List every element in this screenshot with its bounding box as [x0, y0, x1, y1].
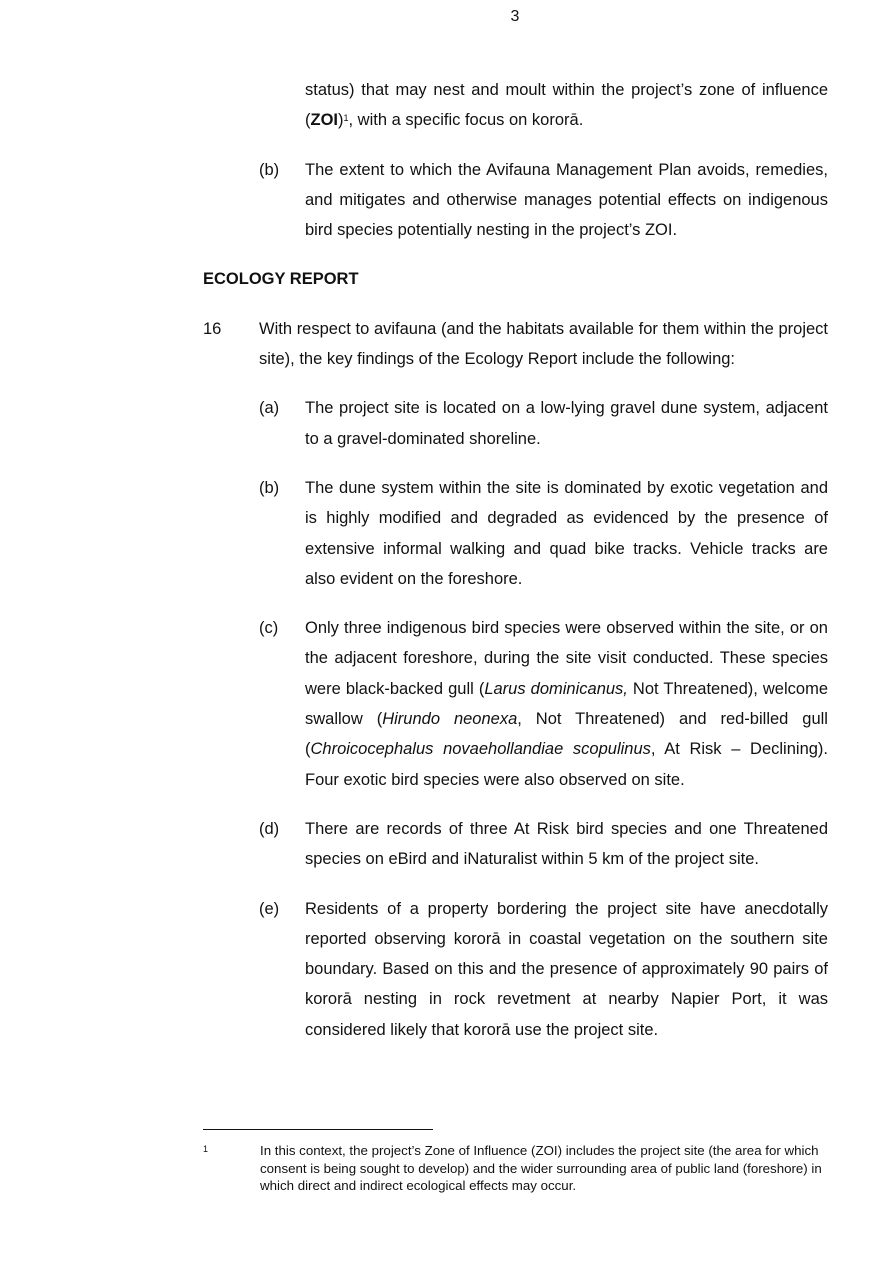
paragraph-number: 16: [203, 319, 222, 338]
list-item-label: (e): [259, 899, 280, 918]
list-item-label: (b): [259, 478, 280, 497]
footnote-separator: [203, 1129, 433, 1130]
list-item-text: Residents of a property bordering the project site have anecdotally reported observing kororā in coastal vegetation on the southern site boundary. Based on this and the presence of approximately 90 pairs of kororā nesting in rock revetment at nearby Napier Port, it was considered likely that kororā use the project site.: [305, 899, 828, 1039]
page-body: [203, 75, 828, 1064]
species-name: Hirundo neonexa: [382, 710, 518, 729]
species-name: Larus dominicanus,: [484, 679, 628, 698]
species-name: Chroicocephalus novaehollandiae scopulinus: [310, 740, 651, 759]
list-item-d: [203, 814, 828, 875]
list-item-text: The extent to which the Avifauna Management Plan avoids, remedies, and mitigates and otherwise manages potential effects on indigenous bird species potentially nesting in the project’s ZOI.: [305, 160, 828, 240]
list-item-text: The dune system within the site is dominated by exotic vegetation and is highly modified and degraded as evidenced by the presence of extensive informal walking and quad bike tracks. Vehicle tracks are also evident on the foreshore.: [305, 478, 828, 588]
paragraph-16: [203, 314, 828, 375]
paragraph-text: With respect to avifauna (and the habitats available for them within the project site), the key findings of the Ecology Report include the following:: [259, 319, 828, 369]
text-segment: , At Risk – Declining). Four exotic bird species were also observed on site.: [305, 740, 828, 789]
section-heading: ECOLOGY REPORT: [203, 270, 359, 289]
list-item-b: [203, 473, 828, 594]
page-number: 3: [510, 8, 520, 25]
list-item-text: [305, 613, 828, 795]
list-item-text: There are records of three At Risk bird species and one Threatened species on eBird and iNaturalist within 5 km of the project site.: [305, 819, 828, 869]
list-item-text: The project site is located on a low-lying gravel dune system, adjacent to a gravel-dominated shoreline.: [305, 399, 828, 448]
continued-text-end: , with a specific focus on kororā.: [348, 111, 584, 130]
zoi-abbreviation: ZOI: [310, 111, 338, 130]
text-segment: , Not Threatened) and red-billed gull (: [305, 710, 828, 759]
footnote-reference[interactable]: 1: [343, 113, 349, 124]
footnote: [203, 1142, 828, 1195]
list-item-b-previous: [203, 155, 828, 246]
list-item-e: [203, 894, 828, 1045]
list-item-label: (c): [259, 619, 279, 638]
continued-paragraph: [305, 75, 828, 136]
footnote-text: In this context, the project’s Zone of Influence (ZOI) includes the project site (the area for which consent is being sought to develop) and the wider surrounding area of public land (foreshore) in which direct and indirect ecological effects may occur.: [260, 1143, 822, 1193]
footnote-number: 1: [203, 1144, 209, 1154]
continued-text-close: ): [338, 111, 344, 130]
continued-text-start: status) that may nest and moult within the project’s zone of influence (: [305, 81, 828, 130]
list-item-a: [203, 393, 828, 454]
list-item-c: [203, 613, 828, 795]
text-segment: Not Threatened), welcome swallow (: [305, 679, 828, 729]
list-item-label: (d): [259, 819, 280, 838]
text-segment: Only three indigenous bird species were observed within the site, or on the adjacent foreshore, during the site visit conducted. These species were black-backed gull (: [305, 619, 828, 698]
list-item-label: (a): [259, 399, 280, 418]
list-item-label: (b): [259, 160, 280, 179]
